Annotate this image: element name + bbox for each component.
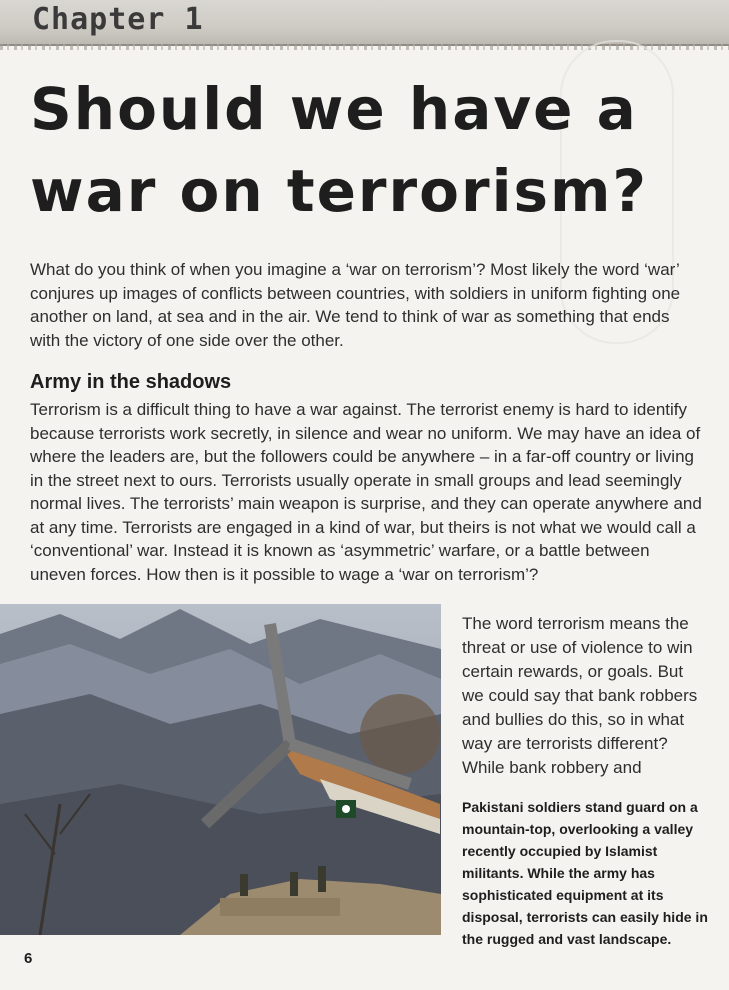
section-heading: Army in the shadows xyxy=(30,371,232,393)
photo-caption: Pakistani soldiers stand guard on a mountain-top, overlooking a valley recently occupied by Islamist militants. While the army has sophisticated equipment at its disposal, terrorists can easily hide in the rugged and vast landscape. xyxy=(462,799,708,947)
chapter-label: Chapter 1 xyxy=(32,2,204,37)
title-line-2: war on terrorism? xyxy=(30,157,649,225)
title-line-1: Should we have a xyxy=(30,75,638,143)
page-number: 6 xyxy=(24,950,33,967)
section-body: Terrorism is a difficult thing to have a war against. The terrorist enemy is hard to identify because terrorists work secretly, in silence and wear no uniform. We may have an idea of where the leaders are, but the followers could be anywhere – in a far-off country or living in the street next to ours. Terrorists usually operate in small groups and lead seemingly normal lives. The terrorists’ main weapon is surprise, and they can operate anywhere and at any time. Terrorists are engaged in a kind of war, but theirs is not what we would call a ‘conventional’ war. Instead it is known as ‘asymmetric’ warfare, or a battle between uneven forces. How then is it possible to wage a ‘war on terrorism’? xyxy=(30,400,702,584)
helicopter-photo xyxy=(0,604,441,935)
side-paragraph: The word terrorism means the threat or use of violence to win certain rewards, or goals. But we could say that bank robbers and bullies do this, so in what way are terrorists different? While bank robbery and xyxy=(462,614,698,777)
intro-paragraph: What do you think of when you imagine a ‘war on terrorism’? Most likely the word ‘war’ conjures up images of conflicts between countries, with soldiers in uniform fighting one another on land, at sea and in the air. We tend to think of war as something that ends with the victory of one side over the other. xyxy=(30,260,681,350)
page-title xyxy=(30,68,670,232)
